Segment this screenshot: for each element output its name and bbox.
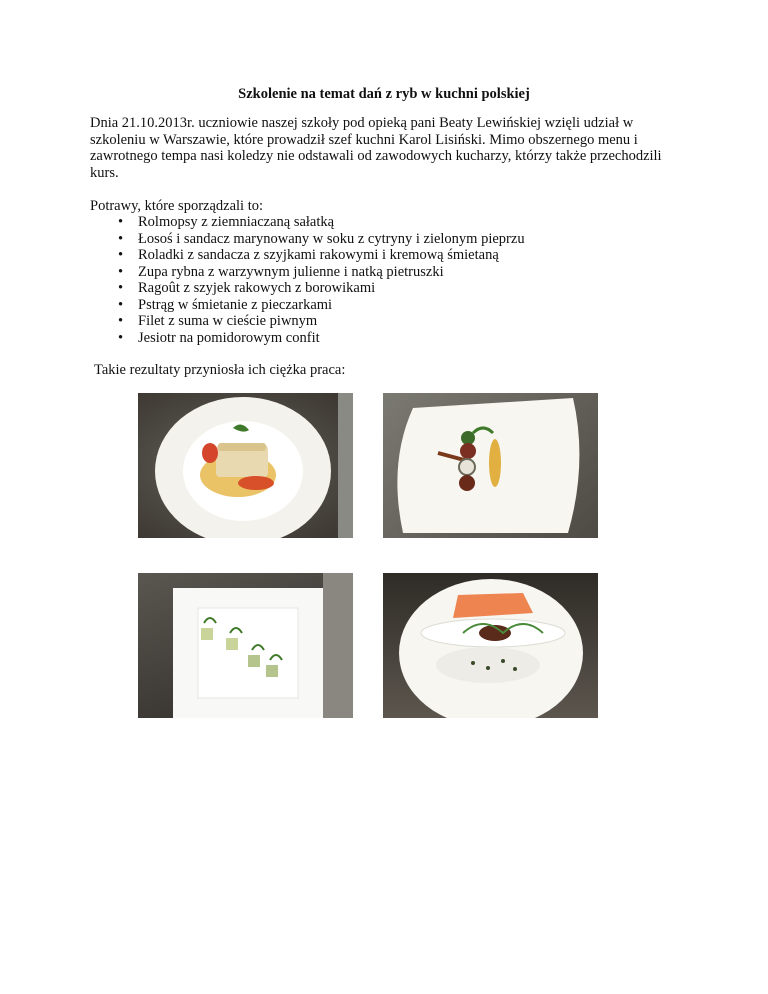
dish-photo-4 (383, 573, 598, 718)
dish-list (118, 214, 525, 346)
list-item: • Filet z suma w cieście piwnym (118, 313, 525, 330)
list-item: • Rolmopsy z ziemniaczaną sałatką (118, 214, 525, 231)
results-caption: Takie rezultaty przyniosła ich ciężka praca: (94, 362, 346, 378)
dish-photo-3 (138, 573, 353, 718)
list-item: • Jesiotr na pomidorowym confit (118, 330, 525, 347)
dish-photo-1 (138, 393, 353, 538)
list-item: • Pstrąg w śmietanie z pieczarkami (118, 297, 525, 314)
list-item: • Łosoś i sandacz marynowany w soku z cytryny i zielonym pieprzu (118, 231, 525, 248)
dish-photo-2 (383, 393, 598, 538)
list-item: • Roladki z sandacza z szyjkami rakowymi i kremową śmietaną (118, 247, 525, 264)
list-item: • Zupa rybna z warzywnym julienne i natką pietruszki (118, 264, 525, 281)
intro-paragraph: Dnia 21.10.2013r. uczniowie naszej szkoły pod opieką pani Beaty Lewińskiej wzięli udział w szkoleniu w Warszawie, które prowadził szef kuchni Karol Lisiński. Mimo obszernego menu i zawrotnego tempa nasi koledzy nie odstawali od zawodowych kucharzy, którzy także przechodzili kurs. (90, 115, 662, 181)
dishes-intro: Potrawy, które sporządzali to: (90, 198, 264, 214)
list-item: • Ragoût z szyjek rakowych z borowikami (118, 280, 525, 297)
document-title: Szkolenie na temat dań z ryb w kuchni polskiej (238, 86, 530, 102)
